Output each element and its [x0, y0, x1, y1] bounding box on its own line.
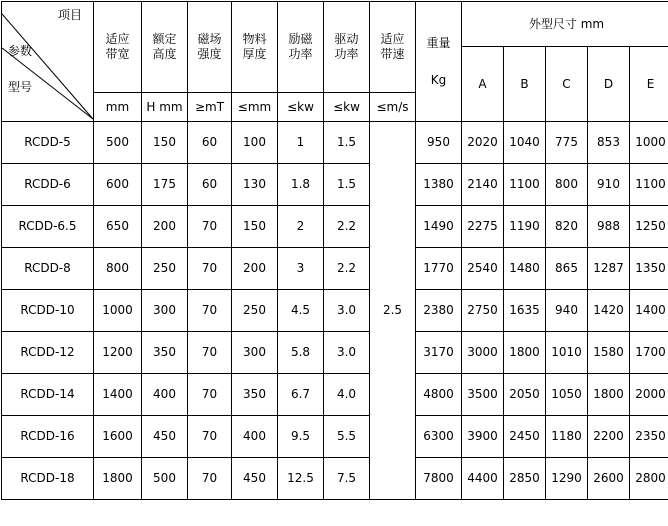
header-dimensions-title: 外型尺寸 mm — [462, 2, 668, 47]
cell-dim-e: 1700 — [630, 332, 668, 374]
cell-dim-b: 1480 — [504, 248, 546, 290]
cell-dim-e: 2350 — [630, 416, 668, 458]
cell-weight: 1770 — [416, 248, 462, 290]
cell-dim-e: 1250 — [630, 206, 668, 248]
cell-rated-height: 300 — [142, 290, 188, 332]
cell-band-width: 1200 — [94, 332, 142, 374]
cell-dim-b: 1635 — [504, 290, 546, 332]
corner-diagonal-lines — [2, 2, 93, 121]
cell-material-thickness: 450 — [232, 458, 278, 500]
header-drive-power — [324, 2, 370, 93]
cell-material-thickness: 300 — [232, 332, 278, 374]
cell-band-width: 1000 — [94, 290, 142, 332]
cell-drive-power: 7.5 — [324, 458, 370, 500]
cell-dim-c: 1290 — [546, 458, 588, 500]
cell-band-width: 800 — [94, 248, 142, 290]
cell-dim-e: 2000 — [630, 374, 668, 416]
header-excitation-power — [278, 2, 324, 93]
cell-model: RCDD-10 — [2, 290, 94, 332]
cell-dim-e: 1350 — [630, 248, 668, 290]
cell-drive-power: 1.5 — [324, 164, 370, 206]
header-band-width — [94, 2, 142, 93]
cell-field-strength: 70 — [188, 332, 232, 374]
cell-field-strength: 70 — [188, 290, 232, 332]
cell-field-strength: 70 — [188, 248, 232, 290]
header-dim-e: E — [630, 47, 668, 122]
cell-dim-d: 2200 — [588, 416, 630, 458]
cell-dim-b: 1190 — [504, 206, 546, 248]
cell-weight: 4800 — [416, 374, 462, 416]
header-dim-b: B — [504, 47, 546, 122]
cell-dim-a: 2275 — [462, 206, 504, 248]
cell-band-width: 1600 — [94, 416, 142, 458]
cell-dim-c: 775 — [546, 122, 588, 164]
table-row — [2, 416, 668, 458]
cell-dim-b: 1100 — [504, 164, 546, 206]
cell-drive-power: 2.2 — [324, 248, 370, 290]
cell-excitation-power: 1 — [278, 122, 324, 164]
cell-belt-speed: 2.5 — [370, 122, 416, 500]
header-rated-height-line1: 额定 — [152, 32, 177, 46]
cell-field-strength: 70 — [188, 374, 232, 416]
cell-model: RCDD-18 — [2, 458, 94, 500]
cell-dim-d: 910 — [588, 164, 630, 206]
header-excitation-power-line2: 功率 — [288, 47, 313, 61]
cell-field-strength: 70 — [188, 416, 232, 458]
cell-dim-b: 1040 — [504, 122, 546, 164]
cell-drive-power: 4.0 — [324, 374, 370, 416]
header-unit-excitation-power: ≤kw — [278, 93, 324, 122]
header-unit-rated-height: H mm — [142, 93, 188, 122]
cell-model: RCDD-14 — [2, 374, 94, 416]
cell-material-thickness: 100 — [232, 122, 278, 164]
cell-field-strength: 60 — [188, 164, 232, 206]
header-weight-unit: Kg — [430, 72, 447, 87]
cell-rated-height: 350 — [142, 332, 188, 374]
cell-drive-power: 5.5 — [324, 416, 370, 458]
cell-weight: 1490 — [416, 206, 462, 248]
header-drive-power-line2: 功率 — [334, 47, 359, 61]
cell-rated-height: 175 — [142, 164, 188, 206]
cell-dim-d: 1287 — [588, 248, 630, 290]
header-row-titles — [2, 2, 668, 47]
cell-dim-c: 865 — [546, 248, 588, 290]
header-belt-speed-line1: 适应 — [380, 32, 405, 46]
cell-weight: 7800 — [416, 458, 462, 500]
header-material-thickness — [232, 2, 278, 93]
header-material-thickness-line2: 厚度 — [242, 47, 267, 61]
table-row — [2, 290, 668, 332]
cell-dim-d: 2600 — [588, 458, 630, 500]
cell-band-width: 1800 — [94, 458, 142, 500]
cell-dim-a: 2020 — [462, 122, 504, 164]
cell-dim-b: 1800 — [504, 332, 546, 374]
cell-material-thickness: 250 — [232, 290, 278, 332]
cell-dim-e: 1100 — [630, 164, 668, 206]
cell-material-thickness: 350 — [232, 374, 278, 416]
header-excitation-power-line1: 励磁 — [288, 32, 313, 46]
cell-excitation-power: 5.8 — [278, 332, 324, 374]
cell-excitation-power: 2 — [278, 206, 324, 248]
cell-excitation-power: 3 — [278, 248, 324, 290]
cell-rated-height: 400 — [142, 374, 188, 416]
cell-rated-height: 250 — [142, 248, 188, 290]
cell-excitation-power: 12.5 — [278, 458, 324, 500]
corner-model-label: 型号 — [8, 80, 33, 94]
header-unit-field-strength: ≥mT — [188, 93, 232, 122]
cell-dim-d: 1420 — [588, 290, 630, 332]
cell-weight: 1380 — [416, 164, 462, 206]
cell-excitation-power: 6.7 — [278, 374, 324, 416]
corner-header-cell — [2, 2, 94, 122]
header-dim-c: C — [546, 47, 588, 122]
cell-weight: 3170 — [416, 332, 462, 374]
cell-material-thickness: 400 — [232, 416, 278, 458]
cell-dim-e: 2800 — [630, 458, 668, 500]
corner-item-label: 项目 — [58, 8, 83, 22]
cell-dim-a: 3000 — [462, 332, 504, 374]
cell-field-strength: 70 — [188, 458, 232, 500]
cell-dim-a: 2540 — [462, 248, 504, 290]
cell-model: RCDD-12 — [2, 332, 94, 374]
cell-dim-b: 2050 — [504, 374, 546, 416]
header-weight-label: 重量 — [426, 35, 451, 50]
cell-model: RCDD-6.5 — [2, 206, 94, 248]
cell-rated-height: 200 — [142, 206, 188, 248]
cell-band-width: 650 — [94, 206, 142, 248]
cell-dim-d: 1800 — [588, 374, 630, 416]
cell-dim-a: 2750 — [462, 290, 504, 332]
table-row — [2, 122, 668, 164]
table-row — [2, 458, 668, 500]
cell-dim-d: 988 — [588, 206, 630, 248]
cell-excitation-power: 4.5 — [278, 290, 324, 332]
header-drive-power-line1: 驱动 — [334, 32, 359, 46]
cell-dim-c: 940 — [546, 290, 588, 332]
table-row — [2, 164, 668, 206]
table-row — [2, 374, 668, 416]
cell-dim-e: 1400 — [630, 290, 668, 332]
cell-model: RCDD-16 — [2, 416, 94, 458]
cell-weight: 6300 — [416, 416, 462, 458]
cell-dim-a: 3500 — [462, 374, 504, 416]
cell-dim-a: 2140 — [462, 164, 504, 206]
header-band-width-line1: 适应 — [105, 32, 130, 46]
cell-band-width: 600 — [94, 164, 142, 206]
cell-field-strength: 60 — [188, 122, 232, 164]
cell-dim-c: 800 — [546, 164, 588, 206]
header-unit-belt-speed: ≤m/s — [370, 93, 416, 122]
header-unit-material-thickness: ≤mm — [232, 93, 278, 122]
cell-dim-d: 1580 — [588, 332, 630, 374]
cell-rated-height: 450 — [142, 416, 188, 458]
cell-drive-power: 3.0 — [324, 332, 370, 374]
cell-model: RCDD-5 — [2, 122, 94, 164]
cell-dim-c: 1180 — [546, 416, 588, 458]
cell-field-strength: 70 — [188, 206, 232, 248]
cell-drive-power: 1.5 — [324, 122, 370, 164]
cell-rated-height: 500 — [142, 458, 188, 500]
cell-material-thickness: 200 — [232, 248, 278, 290]
cell-rated-height: 150 — [142, 122, 188, 164]
cell-weight: 2380 — [416, 290, 462, 332]
cell-dim-d: 853 — [588, 122, 630, 164]
cell-material-thickness: 130 — [232, 164, 278, 206]
cell-excitation-power: 9.5 — [278, 416, 324, 458]
cell-excitation-power: 1.8 — [278, 164, 324, 206]
header-weight — [416, 2, 462, 122]
cell-drive-power: 3.0 — [324, 290, 370, 332]
specification-table — [1, 1, 668, 500]
header-field-strength-line2: 强度 — [197, 47, 222, 61]
header-dim-a: A — [462, 47, 504, 122]
header-dim-d: D — [588, 47, 630, 122]
header-field-strength-line1: 磁场 — [197, 32, 222, 46]
header-unit-drive-power: ≤kw — [324, 93, 370, 122]
cell-dim-c: 820 — [546, 206, 588, 248]
cell-dim-a: 4400 — [462, 458, 504, 500]
header-field-strength — [188, 2, 232, 93]
header-material-thickness-line1: 物料 — [242, 32, 267, 46]
cell-dim-b: 2850 — [504, 458, 546, 500]
table-row — [2, 248, 668, 290]
cell-dim-a: 3900 — [462, 416, 504, 458]
header-band-width-line2: 带宽 — [105, 47, 130, 61]
header-belt-speed — [370, 2, 416, 93]
table-row — [2, 206, 668, 248]
cell-drive-power: 2.2 — [324, 206, 370, 248]
cell-dim-e: 1000 — [630, 122, 668, 164]
table-row — [2, 332, 668, 374]
cell-band-width: 1400 — [94, 374, 142, 416]
header-rated-height — [142, 2, 188, 93]
cell-band-width: 500 — [94, 122, 142, 164]
cell-model: RCDD-8 — [2, 248, 94, 290]
corner-param-label: 参数 — [8, 44, 33, 58]
cell-dim-c: 1010 — [546, 332, 588, 374]
header-rated-height-line2: 高度 — [152, 47, 177, 61]
header-belt-speed-line2: 带速 — [380, 47, 405, 61]
cell-dim-b: 2450 — [504, 416, 546, 458]
cell-material-thickness: 150 — [232, 206, 278, 248]
cell-dim-c: 1050 — [546, 374, 588, 416]
cell-weight: 950 — [416, 122, 462, 164]
cell-model: RCDD-6 — [2, 164, 94, 206]
header-unit-band-width: mm — [94, 93, 142, 122]
